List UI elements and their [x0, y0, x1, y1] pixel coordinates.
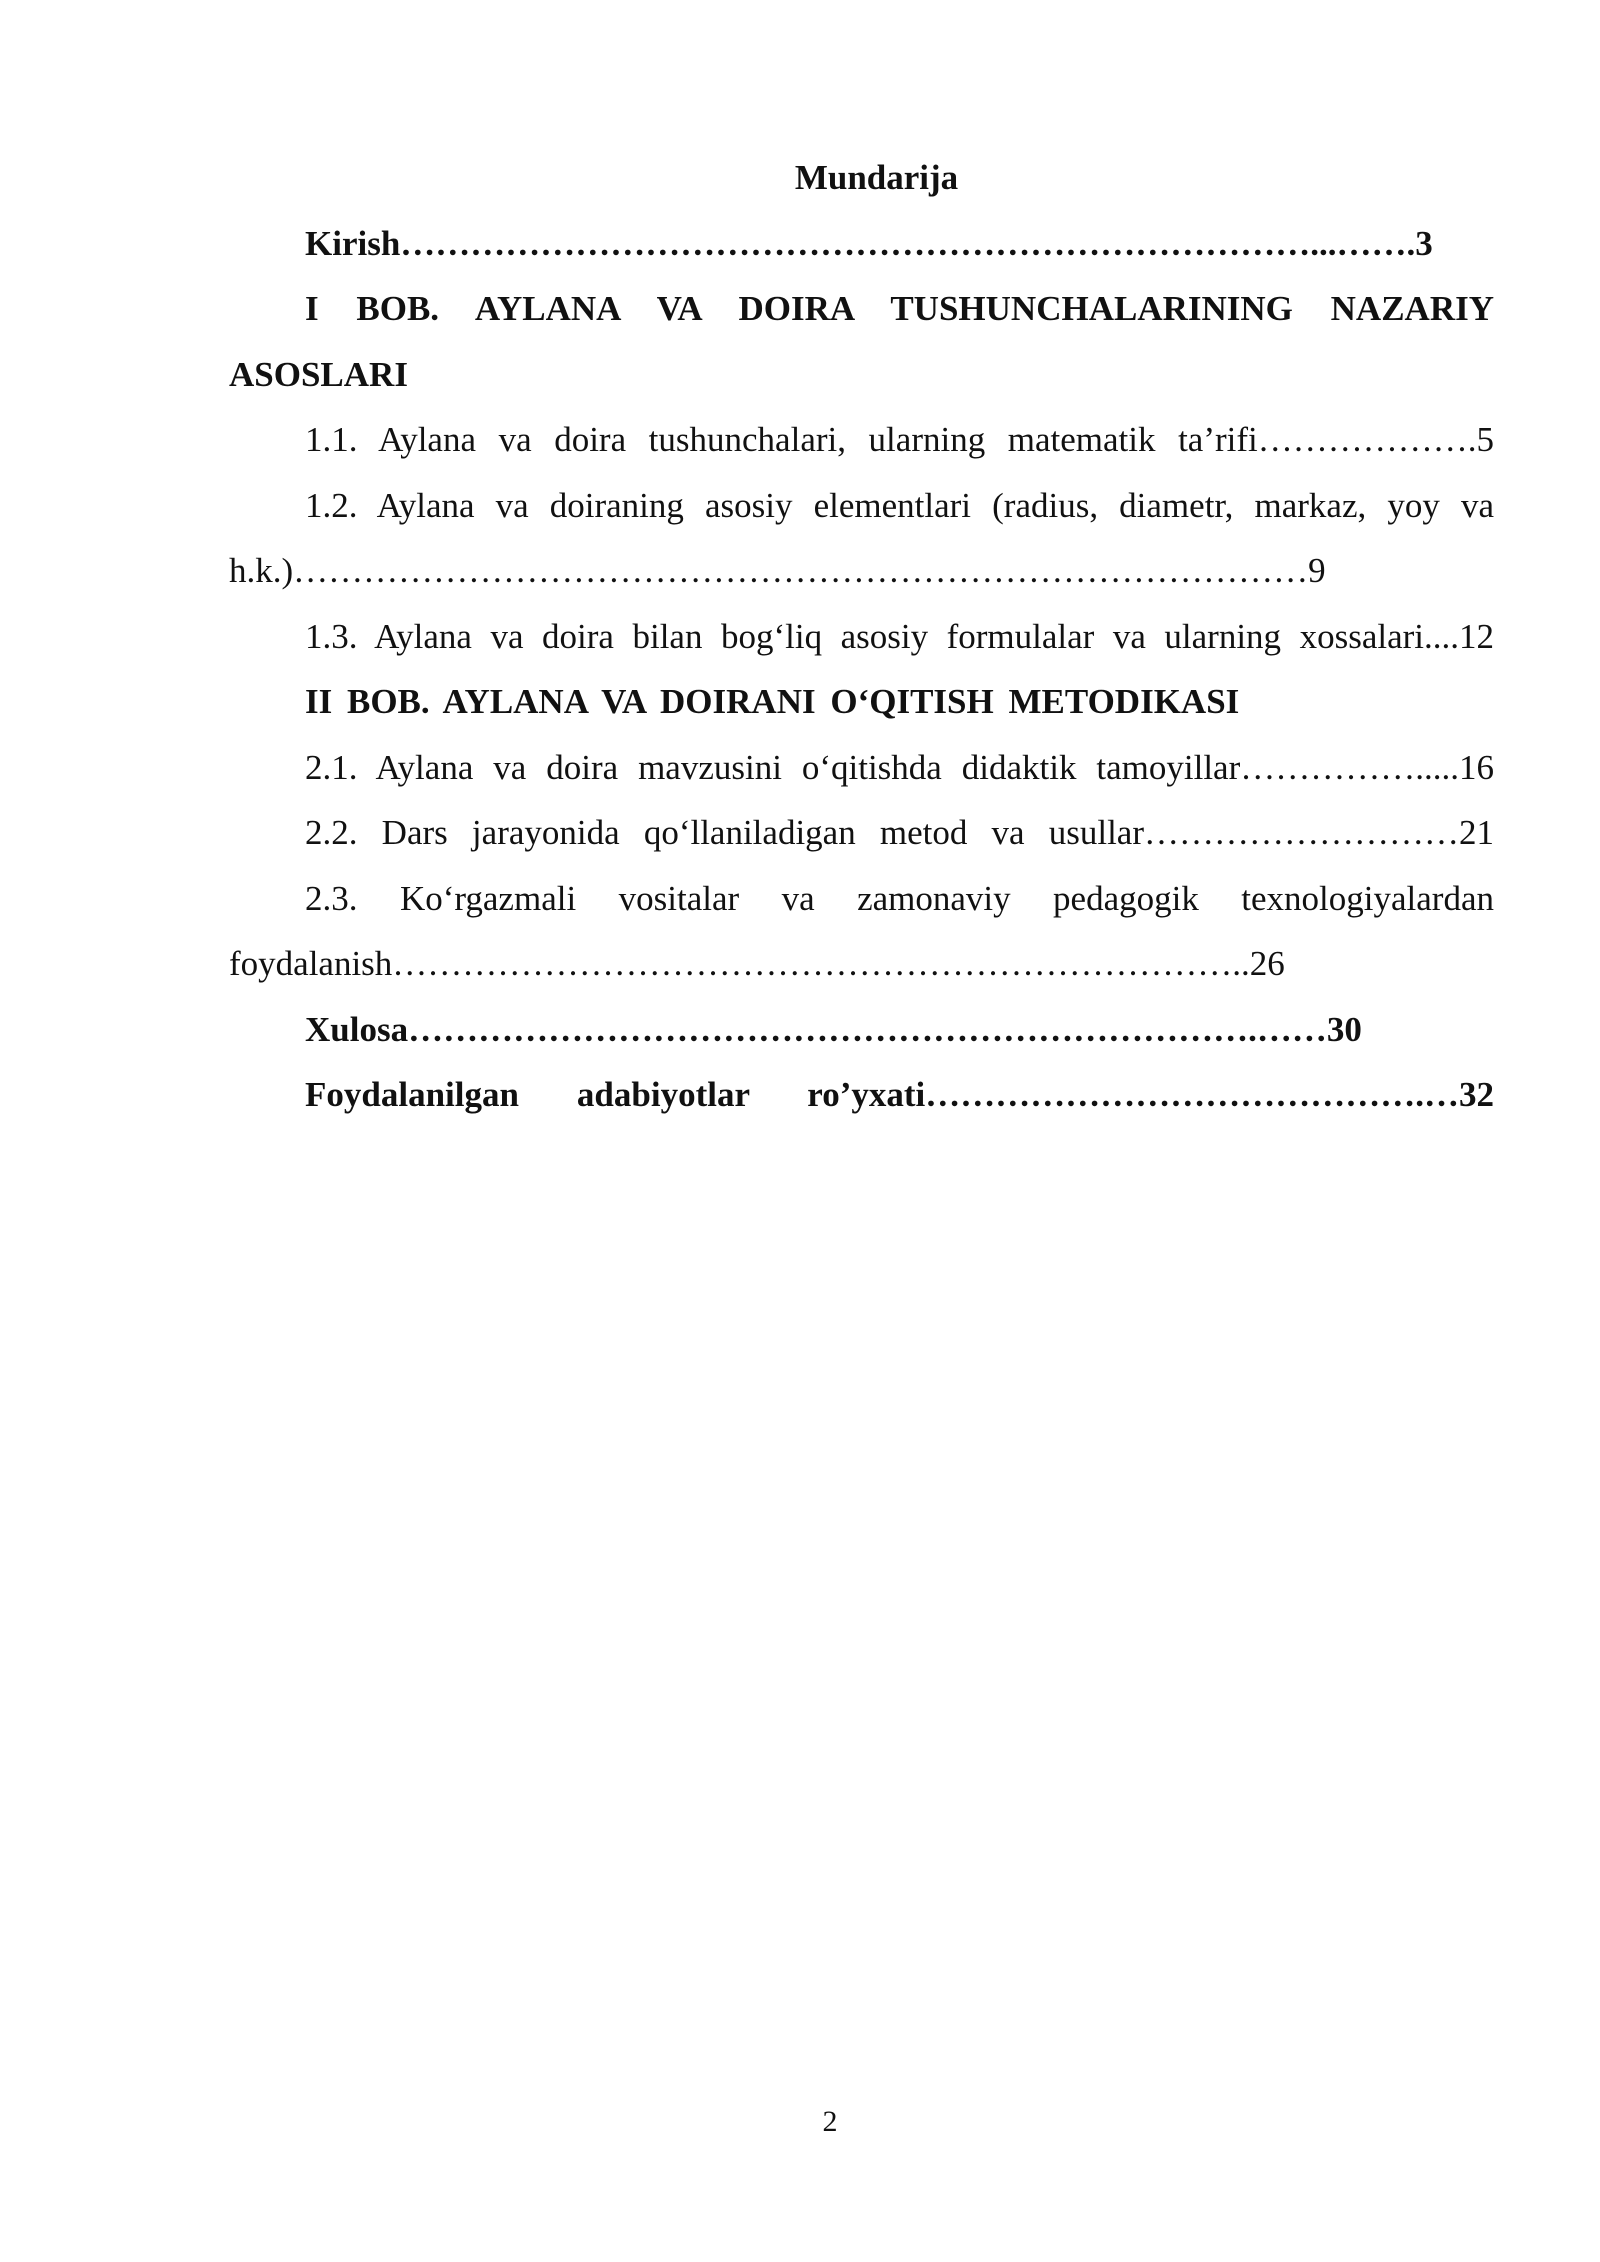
toc-chapter-2-heading[interactable]: II BOB. AYLANA VA DOIRANI O‘QITISH METODIKASI — [305, 682, 1240, 721]
toc-entry-label: 2.1. Aylana va doira mavzusini o‘qitishda didaktik tamoyillar — [305, 747, 1241, 787]
toc-entry-2-2[interactable] — [229, 800, 1494, 866]
toc-entry-label: 2.3. Ko‘rgazmali vositalar va zamonaviy pedagogik texnologiyalardan foydalanish — [229, 878, 1494, 983]
toc-entry-page: 32 — [1459, 1075, 1494, 1114]
toc-entry-leader: ………………. — [1257, 420, 1477, 459]
toc-entry-leader: ……………………………………………………………….…… — [408, 1009, 1327, 1049]
toc-entry-page: 21 — [1459, 813, 1494, 852]
toc-entry-1-1[interactable] — [229, 407, 1494, 473]
toc-entry-2-3[interactable] — [229, 866, 1494, 997]
toc-entry-kirish[interactable] — [229, 211, 1494, 277]
toc-entry-leader: ……………………………………………………………………...……. — [400, 223, 1416, 263]
page-number: 2 — [822, 2105, 838, 2138]
toc-entry-label: Xulosa — [305, 1009, 409, 1049]
toc-entry-references[interactable] — [229, 1062, 1494, 1128]
toc-entry-leader: …………………………………………………………………………… — [293, 551, 1309, 590]
toc-title: Mundarija — [794, 158, 959, 197]
toc-entry-page: 12 — [1459, 616, 1494, 656]
table-of-contents — [229, 145, 1494, 1128]
toc-entry-label: 1.1. Aylana va doira tushunchalari, ularning matematik ta’rifi — [305, 420, 1258, 459]
toc-entry-1-2[interactable] — [229, 473, 1494, 604]
toc-entry-label: 1.2. Aylana va doiraning asosiy elementlari (radius, diametr, markaz, yoy va h.k.) — [229, 485, 1494, 590]
toc-entry-label: Kirish — [305, 223, 401, 263]
toc-entry-leader: ……………………… — [1144, 813, 1459, 852]
toc-entry-page: 30 — [1326, 1009, 1362, 1049]
toc-entry-leader: ……………………………………………………………….. — [392, 944, 1250, 983]
toc-entry-label: Foydalanilgan adabiyotlar ro’yxati — [305, 1075, 926, 1114]
toc-entry-label: 2.2. Dars jarayonida qo‘llaniladigan metod va usullar — [305, 813, 1144, 852]
toc-entry-leader: .... — [1424, 616, 1459, 656]
toc-entry-1-3[interactable] — [229, 604, 1494, 670]
toc-entry-page: 5 — [1476, 420, 1494, 459]
toc-entry-page: 9 — [1308, 551, 1326, 590]
toc-entry-label: 1.3. Aylana va doira bilan bog‘liq asosiy formulalar va ularning xossalari — [305, 616, 1424, 656]
toc-entry-leader: ……………..... — [1240, 747, 1459, 787]
toc-entry-page: 26 — [1249, 944, 1285, 983]
toc-entry-2-1[interactable] — [229, 735, 1494, 801]
toc-entry-page: 3 — [1415, 223, 1433, 263]
toc-entry-leader: …………………………………….… — [925, 1075, 1459, 1114]
toc-entry-page: 16 — [1459, 747, 1494, 787]
toc-entry-xulosa[interactable] — [229, 997, 1494, 1063]
toc-chapter-1-heading[interactable]: I BOB. AYLANA VA DOIRA TUSHUNCHALARINING NAZARIY ASOSLARI — [229, 289, 1494, 394]
